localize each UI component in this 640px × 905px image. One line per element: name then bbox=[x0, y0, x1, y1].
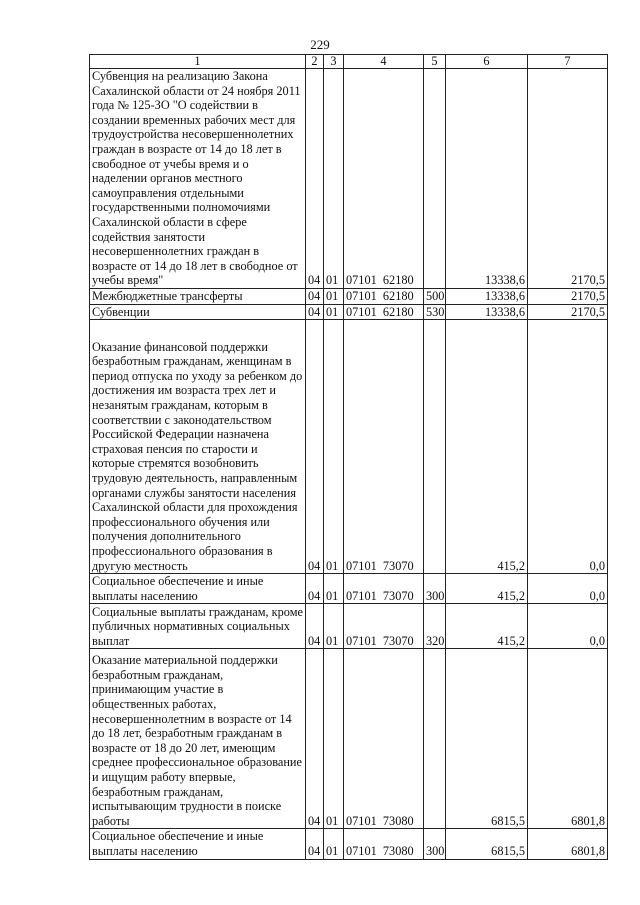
table-row bbox=[90, 829, 608, 859]
row-description: Оказание материальной поддержки безработным гражданам, принимающим участие в общественных работах, несовершеннолетним в возрасте от 14 до 18 лет, безработным гражданам в возрасте от 18 до 20 лет, имеющим среднее профессиональное образование и ищущим работу впервые, безработным гражданам, испытывающим трудности в поиске работы bbox=[90, 649, 306, 829]
target-article-code: 07101 62180 bbox=[344, 304, 424, 320]
amount-col6: 13338,6 bbox=[446, 289, 528, 305]
expense-type-code: 300 bbox=[424, 574, 446, 604]
row-description: Социальные выплаты гражданам, кроме публичных нормативных социальных выплат bbox=[90, 604, 306, 649]
row-description: Субвенция на реализацию Закона Сахалинской области от 24 ноября 2011 года № 125-ЗО "О содействии в создании временных рабочих мест для трудоустройства несовершеннолетних граждан в возрасте от 14 до 18 лет в свободное от учебы время и о наделении органов местного самоуправления отдельными государственными полномочиями Сахалинской области в сфере содействия занятости несовершеннолетних граждан в возрасте от 14 до 18 лет в свободное от учебы время" bbox=[90, 69, 306, 289]
section-code: 04 bbox=[306, 69, 324, 289]
expense-type-code: 530 bbox=[424, 304, 446, 320]
target-article-code: 07101 73070 bbox=[344, 604, 424, 649]
amount-col7: 0,0 bbox=[528, 320, 608, 574]
amount-col7: 0,0 bbox=[528, 604, 608, 649]
column-header: 3 bbox=[324, 55, 344, 69]
amount-col7: 2170,5 bbox=[528, 69, 608, 289]
amount-col6: 415,2 bbox=[446, 604, 528, 649]
section-code: 04 bbox=[306, 304, 324, 320]
amount-col6: 6815,5 bbox=[446, 649, 528, 829]
column-header: 5 bbox=[424, 55, 446, 69]
section-code: 04 bbox=[306, 604, 324, 649]
column-header: 7 bbox=[528, 55, 608, 69]
subsection-code: 01 bbox=[324, 829, 344, 859]
target-article-code: 07101 62180 bbox=[344, 289, 424, 305]
table-row bbox=[90, 574, 608, 604]
row-description: Субвенции bbox=[90, 304, 306, 320]
section-code: 04 bbox=[306, 574, 324, 604]
subsection-code: 01 bbox=[324, 649, 344, 829]
amount-col6: 415,2 bbox=[446, 320, 528, 574]
target-article-code: 07101 73080 bbox=[344, 649, 424, 829]
column-header: 6 bbox=[446, 55, 528, 69]
row-description: Социальное обеспечение и иные выплаты населению bbox=[90, 829, 306, 859]
table-row bbox=[90, 69, 608, 289]
subsection-code: 01 bbox=[324, 69, 344, 289]
amount-col7: 6801,8 bbox=[528, 649, 608, 829]
row-description: Оказание финансовой поддержки безработным гражданам, женщинам в период отпуска по уходу за ребенком до достижения им возраста трех лет и незанятым гражданам, которым в соответствии с законодательством Российской Федерации назначена страховая пенсия по старости и которые стремятся возобновить трудовую деятельность, направленным органами службы занятости населения Сахалинской области для прохождения профессионального обучения или получения дополнительного профессионального образования в другую местность bbox=[90, 320, 306, 574]
target-article-code: 07101 73080 bbox=[344, 829, 424, 859]
section-code: 04 bbox=[306, 649, 324, 829]
page-number: 229 bbox=[310, 37, 330, 52]
table-row bbox=[90, 320, 608, 574]
subsection-code: 01 bbox=[324, 289, 344, 305]
expense-type-code bbox=[424, 649, 446, 829]
amount-col6: 13338,6 bbox=[446, 304, 528, 320]
section-code: 04 bbox=[306, 829, 324, 859]
target-article-code: 07101 62180 bbox=[344, 69, 424, 289]
subsection-code: 01 bbox=[324, 604, 344, 649]
amount-col6: 6815,5 bbox=[446, 829, 528, 859]
subsection-code: 01 bbox=[324, 574, 344, 604]
amount-col7: 2170,5 bbox=[528, 289, 608, 305]
amount-col6: 415,2 bbox=[446, 574, 528, 604]
column-header: 2 bbox=[306, 55, 324, 69]
amount-col7: 6801,8 bbox=[528, 829, 608, 859]
row-description: Социальное обеспечение и иные выплаты населению bbox=[90, 574, 306, 604]
expense-type-code: 320 bbox=[424, 604, 446, 649]
amount-col6: 13338,6 bbox=[446, 69, 528, 289]
table-row bbox=[90, 304, 608, 320]
column-header: 4 bbox=[344, 55, 424, 69]
target-article-code: 07101 73070 bbox=[344, 320, 424, 574]
section-code: 04 bbox=[306, 289, 324, 305]
amount-col7: 0,0 bbox=[528, 574, 608, 604]
row-description: Межбюджетные трансферты bbox=[90, 289, 306, 305]
amount-col7: 2170,5 bbox=[528, 304, 608, 320]
table-row bbox=[90, 649, 608, 829]
table-row bbox=[90, 604, 608, 649]
expense-type-code bbox=[424, 320, 446, 574]
section-code: 04 bbox=[306, 320, 324, 574]
subsection-code: 01 bbox=[324, 304, 344, 320]
expense-type-code: 500 bbox=[424, 289, 446, 305]
expense-type-code: 300 bbox=[424, 829, 446, 859]
expense-type-code bbox=[424, 69, 446, 289]
target-article-code: 07101 73070 bbox=[344, 574, 424, 604]
subsection-code: 01 bbox=[324, 320, 344, 574]
table-header-row bbox=[90, 55, 608, 69]
budget-table bbox=[89, 54, 608, 860]
column-header: 1 bbox=[90, 55, 306, 69]
table-row bbox=[90, 289, 608, 305]
